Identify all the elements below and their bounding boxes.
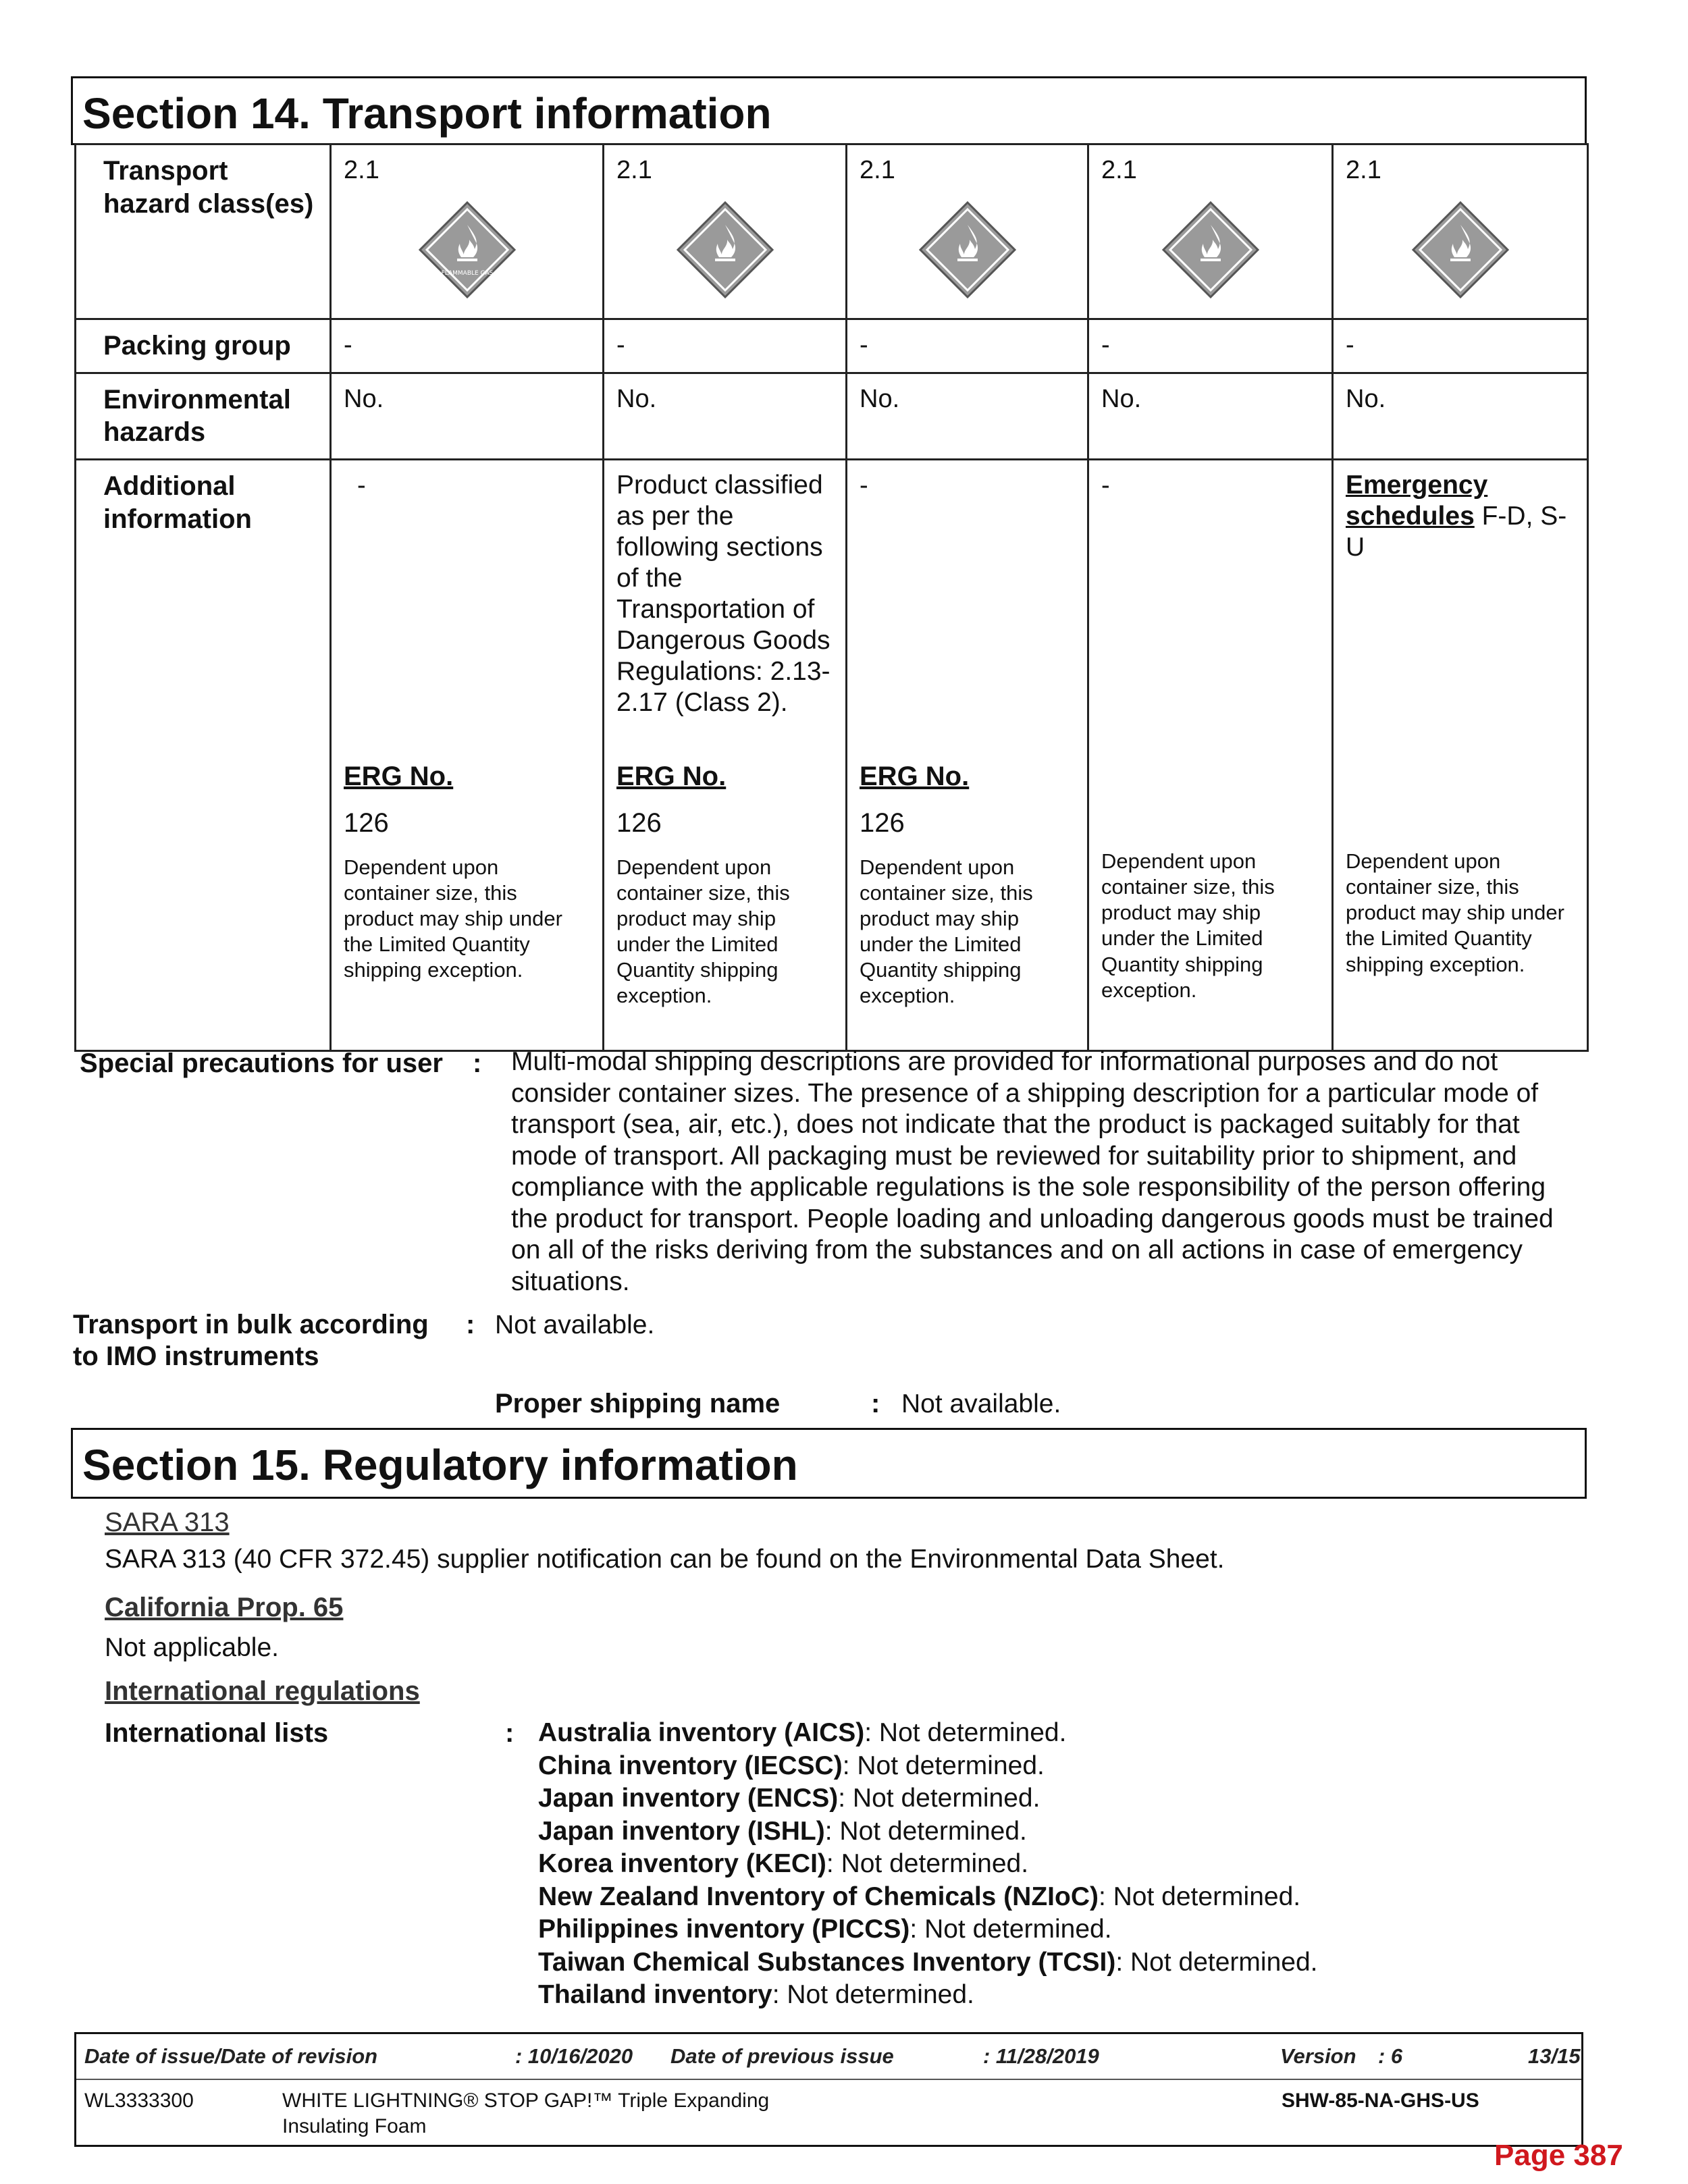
bulk-transport-label-line-1: Transport in bulk according	[73, 1310, 429, 1339]
section-14-title: Section 14. Transport information	[82, 89, 772, 138]
additional-info-cell	[1333, 460, 1588, 1051]
hazard-class-cell	[331, 144, 604, 319]
environmental-hazards-value: No.	[847, 373, 1088, 460]
svg-text:FLAMMABLE GAS: FLAMMABLE GAS	[441, 270, 493, 277]
emergency-schedules-value: F-D, S-U	[1346, 502, 1567, 562]
limited-quantity-note: Dependent upon container size, this product may ship under the Limited Quantity shipping exception.	[344, 855, 562, 982]
list-item	[538, 1913, 1551, 1946]
version-label: Version	[1280, 2044, 1356, 2068]
colon: :	[871, 1389, 880, 1418]
list-item	[538, 1717, 1551, 1750]
inventory-list	[538, 1717, 1551, 2012]
transport-table	[74, 143, 1589, 1052]
additional-information-label: Additional information	[76, 460, 331, 1051]
page-stamp: Page 387	[1494, 2139, 1623, 2172]
product-name-line-2: Insulating Foam	[282, 2115, 427, 2137]
hazard-class-value: 2.1	[1101, 156, 1137, 184]
erg-number: 126	[616, 807, 662, 838]
document-code: SHW-85-NA-GHS-US	[1282, 2089, 1479, 2112]
table-row	[76, 144, 1588, 319]
section-15-title: Section 15. Regulatory information	[82, 1441, 798, 1489]
international-lists-label: International lists	[105, 1718, 329, 1748]
list-item	[538, 1881, 1551, 1914]
additional-info-text: -	[1101, 471, 1110, 500]
erg-heading: ERG No.	[344, 762, 454, 792]
inventory-value: : Not determined.	[909, 1915, 1112, 1944]
california-prop-65-heading: California Prop. 65	[105, 1593, 344, 1622]
inventory-name: New Zealand Inventory of Chemicals (NZIoC)	[538, 1882, 1099, 1911]
limited-quantity-note: Dependent upon container size, this product may ship under the Limited Quantity shipping exception.	[616, 855, 790, 1008]
inventory-value: : Not determined.	[864, 1718, 1067, 1747]
colon: :	[505, 1718, 515, 1748]
table-row	[76, 460, 1588, 1051]
packing-group-value: -	[847, 319, 1088, 373]
product-name-line-1: WHITE LIGHTNING® STOP GAP!™ Triple Expanding	[282, 2089, 770, 2112]
inventory-name: Japan inventory (ISHL)	[538, 1816, 825, 1846]
proper-shipping-name-label: Proper shipping name	[495, 1389, 781, 1418]
list-item	[538, 1815, 1551, 1848]
previous-issue-value: : 11/28/2019	[983, 2044, 1099, 2068]
page-of-total: 13/15	[1528, 2044, 1581, 2068]
proper-shipping-name-value: Not available.	[901, 1389, 1061, 1418]
sara-313-text: SARA 313 (40 CFR 372.45) supplier notification can be found on the Environmental Data Sheet.	[105, 1545, 1225, 1574]
additional-info-cell	[847, 460, 1088, 1051]
section-14-header	[71, 76, 1587, 145]
list-item	[538, 1848, 1551, 1881]
additional-info-cell	[604, 460, 847, 1051]
hazard-class-label: Transport hazard class(es)	[76, 144, 331, 319]
packing-group-value: -	[331, 319, 604, 373]
date-of-issue-value: : 10/16/2020	[515, 2044, 633, 2068]
emergency-schedules-link: Emergency schedules	[1346, 471, 1488, 531]
colon: :	[466, 1310, 475, 1339]
additional-info-text: -	[357, 471, 366, 500]
packing-group-value: -	[1088, 319, 1333, 373]
inventory-name: Philippines inventory (PICCS)	[538, 1915, 910, 1944]
additional-info-cell	[331, 460, 604, 1051]
limited-quantity-note: Dependent upon container size, this product may ship under the Limited Quantity shipping exception.	[1101, 849, 1275, 1002]
flammable-gas-diamond-icon	[1101, 199, 1319, 308]
list-item	[538, 1946, 1551, 1979]
erg-heading: ERG No.	[860, 762, 970, 792]
inventory-value: : Not determined.	[826, 1849, 1029, 1878]
environmental-hazards-value: No.	[1088, 373, 1333, 460]
flammable-gas-diamond-icon	[1346, 199, 1575, 308]
inventory-value: : Not determined.	[1098, 1882, 1301, 1911]
date-of-issue-label: Date of issue/Date of revision	[84, 2044, 378, 2068]
table-row	[76, 373, 1588, 460]
inventory-value: : Not determined.	[1115, 1947, 1318, 1977]
hazard-class-cell	[1088, 144, 1333, 319]
document-footer	[74, 2032, 1583, 2147]
special-precautions-text: Multi-modal shipping descriptions are provided for informational purposes and do not consider container sizes. The presence of a shipping description for a particular mode of transport (sea, air, etc.), does not indicate that the product is packaged suitably for that mode of transport. All packaging must be reviewed for suitability prior to shipment, and compliance with the applicable regulations is the sole responsibility of the person offering the product for transport. People loading and unloading dangerous goods must be trained on all of the risks deriving from the substances and on all actions in case of emergency situations.	[511, 1047, 1554, 1296]
special-precautions-label: Special precautions for user	[80, 1048, 443, 1078]
inventory-value: : Not determined.	[772, 1980, 974, 2009]
inventory-name: Australia inventory (AICS)	[538, 1718, 865, 1747]
additional-info-cell	[1088, 460, 1333, 1051]
california-prop-65-text: Not applicable.	[105, 1633, 279, 1662]
colon: :	[473, 1048, 482, 1078]
environmental-hazards-value: No.	[331, 373, 604, 460]
flammable-gas-diamond-icon	[860, 199, 1075, 308]
section-15-header	[71, 1428, 1587, 1499]
table-row	[76, 319, 1588, 373]
additional-info-text: -	[860, 471, 868, 500]
hazard-class-cell	[847, 144, 1088, 319]
hazard-class-value: 2.1	[344, 156, 379, 184]
inventory-value: : Not determined.	[838, 1784, 1040, 1813]
sara-313-heading: SARA 313	[105, 1508, 230, 1537]
hazard-class-cell	[604, 144, 847, 319]
erg-number: 126	[860, 807, 905, 838]
international-regulations-heading: International regulations	[105, 1676, 420, 1706]
erg-heading: ERG No.	[616, 762, 727, 792]
limited-quantity-note: Dependent upon container size, this product may ship under the Limited Quantity shipping exception.	[860, 855, 1033, 1008]
product-code: WL3333300	[84, 2089, 194, 2112]
inventory-name: Korea inventory (KECI)	[538, 1849, 826, 1878]
list-item	[538, 1782, 1551, 1815]
list-item	[538, 1979, 1551, 2012]
inventory-name: Taiwan Chemical Substances Inventory (TCSI)	[538, 1947, 1116, 1977]
environmental-hazards-label: Environmental hazards	[76, 373, 331, 460]
hazard-class-value: 2.1	[1346, 156, 1381, 184]
inventory-value: : Not determined.	[824, 1816, 1027, 1846]
version-value: : 6	[1378, 2044, 1403, 2068]
footer-divider	[76, 2079, 1581, 2080]
inventory-name: China inventory (IECSC)	[538, 1751, 843, 1780]
previous-issue-label: Date of previous issue	[670, 2044, 894, 2068]
inventory-name: Thailand inventory	[538, 1980, 772, 2009]
inventory-name: Japan inventory (ENCS)	[538, 1784, 839, 1813]
environmental-hazards-value: No.	[1333, 373, 1588, 460]
packing-group-value: -	[1333, 319, 1588, 373]
hazard-class-cell	[1333, 144, 1588, 319]
environmental-hazards-value: No.	[604, 373, 847, 460]
packing-group-value: -	[604, 319, 847, 373]
hazard-class-value: 2.1	[860, 156, 895, 184]
flammable-gas-diamond-icon	[616, 199, 833, 308]
bulk-transport-label-line-2: to IMO instruments	[73, 1341, 319, 1371]
inventory-value: : Not determined.	[842, 1751, 1045, 1780]
hazard-class-value: 2.1	[616, 156, 652, 184]
erg-number: 126	[344, 807, 389, 838]
flammable-gas-diamond-icon	[344, 199, 590, 308]
list-item	[538, 1750, 1551, 1783]
packing-group-label: Packing group	[76, 319, 331, 373]
limited-quantity-note: Dependent upon container size, this product may ship under the Limited Quantity shipping exception.	[1346, 849, 1564, 976]
bulk-transport-value: Not available.	[495, 1310, 655, 1339]
additional-info-text: Product classified as per the following sections of the Transportation of Dangerous Goods Regulations: 2.13-2.17 (Class 2).	[616, 471, 830, 718]
